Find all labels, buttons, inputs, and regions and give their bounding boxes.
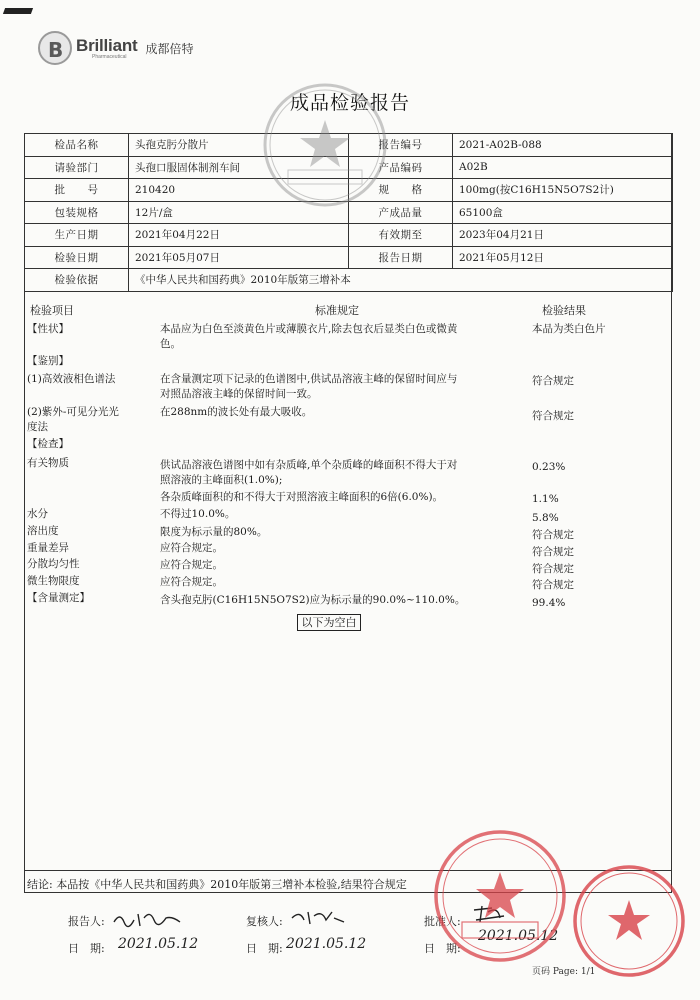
res-uv: 符合规定 bbox=[532, 410, 574, 422]
product-name: 头孢克肟分散片 bbox=[129, 134, 349, 157]
std-dispersion: 应符合规定。 bbox=[160, 559, 223, 571]
reviewer-signature bbox=[288, 906, 348, 932]
res-weight-variation: 符合规定 bbox=[532, 546, 574, 558]
reporter-date: 2021.05.12 bbox=[118, 936, 199, 952]
expiry-label: 有效期至 bbox=[349, 224, 453, 247]
company-seal-stamp bbox=[430, 826, 570, 966]
std-dissolution: 限度为标示量的80%。 bbox=[160, 526, 268, 538]
report-date: 2021年05月12日 bbox=[453, 246, 673, 269]
page-number: 页码 Page: 1/1 bbox=[532, 967, 596, 977]
column-item: 检验项目 bbox=[30, 304, 74, 317]
item-related-substances: 有关物质 bbox=[27, 457, 69, 469]
std-weight-variation: 应符合规定。 bbox=[160, 542, 223, 554]
item-dissolution: 溶出度 bbox=[27, 525, 59, 537]
std-hplc-a: 在含量测定项下记录的色谱图中,供试品溶液主峰的保留时间应与 bbox=[160, 373, 458, 385]
logo-icon: B bbox=[38, 31, 72, 65]
std-microbial: 应符合规定。 bbox=[160, 576, 223, 588]
reporter-signature bbox=[110, 908, 190, 934]
res-microbial: 符合规定 bbox=[532, 579, 574, 591]
basis: 《中华人民共和国药典》2010年版第三增补本 bbox=[129, 269, 673, 292]
logo-chinese-name: 成都倍特 bbox=[145, 41, 194, 56]
package: 12片/盒 bbox=[129, 201, 349, 224]
report-title: 成品检验报告 bbox=[289, 92, 410, 114]
std-uv: 在288nm的波长处有最大吸收。 bbox=[160, 406, 313, 418]
reviewer-date-label: 日 期: bbox=[246, 942, 283, 955]
test-date: 2021年05月07日 bbox=[129, 246, 349, 269]
quality-inspection-stamp bbox=[260, 80, 390, 210]
dept: 头孢口服固体制剂车间 bbox=[129, 156, 349, 179]
item-appearance: 【性状】 bbox=[27, 323, 69, 335]
test-date-label: 检验日期 bbox=[25, 246, 129, 269]
item-inspection: 【检查】 bbox=[27, 438, 69, 450]
approver-date: 2021.05.12 bbox=[478, 928, 559, 944]
item-uv-a: (2)紫外-可见分光光 bbox=[27, 406, 119, 418]
quantity: 65100盒 bbox=[453, 201, 673, 224]
corner-mark bbox=[3, 8, 33, 14]
item-microbial: 微生物限度 bbox=[27, 575, 80, 587]
package-label: 包装规格 bbox=[25, 201, 129, 224]
res-related-a: 0.23% bbox=[532, 461, 566, 473]
column-result: 检验结果 bbox=[542, 304, 586, 317]
item-uv-b: 度法 bbox=[27, 421, 48, 433]
reviewer-date: 2021.05.12 bbox=[286, 936, 367, 952]
item-dispersion: 分散均匀性 bbox=[27, 558, 80, 570]
product-name-label: 检品名称 bbox=[25, 134, 129, 157]
item-hplc: (1)高效液相色谱法 bbox=[27, 373, 116, 385]
res-dispersion: 符合规定 bbox=[532, 563, 574, 575]
quality-assurance-stamp bbox=[570, 862, 688, 980]
report-no-label: 报告编号 bbox=[349, 134, 453, 157]
res-related-b: 1.1% bbox=[532, 493, 559, 505]
res-hplc: 符合规定 bbox=[532, 375, 574, 387]
res-assay: 99.4% bbox=[532, 597, 566, 609]
std-related-b: 照溶液的主峰面积(1.0%); bbox=[160, 474, 283, 486]
std-related-c: 各杂质峰面积的和不得大于对照溶液主峰面积的6倍(6.0%)。 bbox=[160, 491, 444, 503]
reporter-date-label: 日 期: bbox=[68, 942, 105, 955]
column-standard: 标准规定 bbox=[315, 304, 359, 317]
quantity-label: 产成品量 bbox=[349, 201, 453, 224]
std-assay: 含头孢克肟(C16H15N5O7S2)应为标示量的90.0%~110.0%。 bbox=[160, 594, 466, 606]
prod-date-label: 生产日期 bbox=[25, 224, 129, 247]
approver-date-label: 日 期: bbox=[424, 942, 461, 955]
res-dissolution: 符合规定 bbox=[532, 529, 574, 541]
std-appearance-b: 色。 bbox=[160, 338, 181, 350]
product-code: A02B bbox=[453, 156, 673, 179]
batch: 210420 bbox=[129, 179, 349, 202]
spec: 100mg(按C16H15N5O7S2计) bbox=[453, 179, 673, 202]
dept-label: 请验部门 bbox=[25, 156, 129, 179]
item-assay: 【含量测定】 bbox=[27, 592, 90, 604]
std-related-a: 供试品溶液色谱图中如有杂质峰,单个杂质峰的峰面积不得大于对 bbox=[160, 459, 458, 471]
conclusion: 结论: 本品按《中华人民共和国药典》2010年版第三增补本检验,结果符合规定 bbox=[27, 878, 407, 891]
company-logo bbox=[38, 28, 194, 68]
spec-label: 规 格 bbox=[349, 179, 453, 202]
std-appearance-a: 本品应为白色至淡黄色片或薄膜衣片,除去包衣后显类白色或微黄 bbox=[160, 323, 458, 335]
item-water: 水分 bbox=[27, 508, 48, 520]
basis-label: 检验依据 bbox=[25, 269, 129, 292]
expiry: 2023年04月21日 bbox=[453, 224, 673, 247]
blank-note: 以下为空白 bbox=[297, 614, 361, 631]
std-hplc-b: 对照品溶液主峰的保留时间一致。 bbox=[160, 388, 318, 400]
product-code-label: 产品编码 bbox=[349, 156, 453, 179]
report-no: 2021-A02B-088 bbox=[453, 134, 673, 157]
batch-label: 批 号 bbox=[25, 179, 129, 202]
reporter-label: 报告人: bbox=[68, 915, 105, 928]
reviewer-label: 复核人: bbox=[246, 915, 283, 928]
res-appearance: 本品为类白色片 bbox=[532, 323, 606, 335]
prod-date: 2021年04月22日 bbox=[129, 224, 349, 247]
res-water: 5.8% bbox=[532, 512, 559, 524]
approver-label: 批准人: bbox=[424, 915, 461, 928]
logo-subtitle: Pharmaceutical bbox=[92, 53, 127, 60]
item-weight-variation: 重量差异 bbox=[27, 542, 69, 554]
item-identification: 【鉴别】 bbox=[27, 355, 69, 367]
report-date-label: 报告日期 bbox=[349, 246, 453, 269]
logo-english-name: Brilliant bbox=[76, 35, 138, 55]
std-water: 不得过10.0%。 bbox=[160, 508, 236, 520]
